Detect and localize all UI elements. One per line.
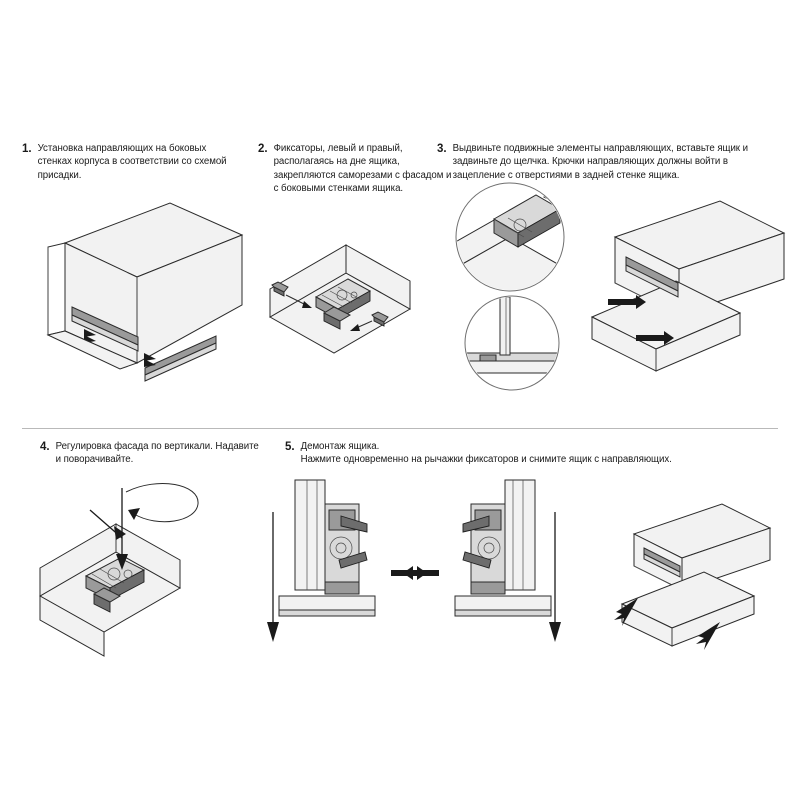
figure-drawer-removed-from-cabinet xyxy=(600,500,775,670)
step-4 xyxy=(40,440,260,467)
step-2 xyxy=(258,142,458,195)
step-1-text: Установка направляющих на боковых стенках корпуса в соответствии со схемой присадки. xyxy=(37,143,227,181)
step-1 xyxy=(22,142,237,182)
step-1-number: 1. xyxy=(22,143,32,155)
step-5-text-line-2: Нажмите одновременно на рычажки фиксаторов и снимите ящик с направляющих. xyxy=(300,454,672,466)
step-4-number: 4. xyxy=(40,441,50,453)
figure-locking-device-with-screws xyxy=(250,205,420,375)
step-5-text-line-1: Демонтаж ящика. xyxy=(300,441,380,452)
rotate-arrow xyxy=(126,483,198,521)
figure-front-height-adjustment xyxy=(30,470,240,670)
figure-drawer-removal-levers xyxy=(255,470,575,660)
cabinet-and-drawer xyxy=(592,201,784,371)
step-2-number: 2. xyxy=(258,143,268,155)
step-3-number: 3. xyxy=(437,143,447,155)
figure-drawer-insertion xyxy=(440,175,790,415)
step-5 xyxy=(285,440,755,467)
step-3-text: Выдвиньте подвижные элементы направляющих, вставьте ящик и задвиньте до щелчка. Крючки направляющих должны войти в зацепление с отверстиями в задней стенке ящика. xyxy=(452,143,749,181)
lever-mechanism-right xyxy=(455,480,551,616)
detail-circle-top xyxy=(450,175,590,305)
down-arrow-left xyxy=(267,512,279,642)
step-2-text: Фиксаторы, левый и правый, располагаясь на дне ящика, закрепляются саморезами с фасадом и с боковыми стенками ящика. xyxy=(273,143,452,194)
figure-cabinet-with-runners xyxy=(20,185,250,400)
lever-mechanism-left xyxy=(279,480,375,616)
section-divider xyxy=(22,428,778,429)
down-arrow-right xyxy=(549,512,561,642)
step-4-text: Регулировка фасада по вертикали. Надавите и поворачивайте. xyxy=(55,441,259,466)
detail-circle-bottom xyxy=(464,296,560,390)
step-5-number: 5. xyxy=(285,441,295,453)
